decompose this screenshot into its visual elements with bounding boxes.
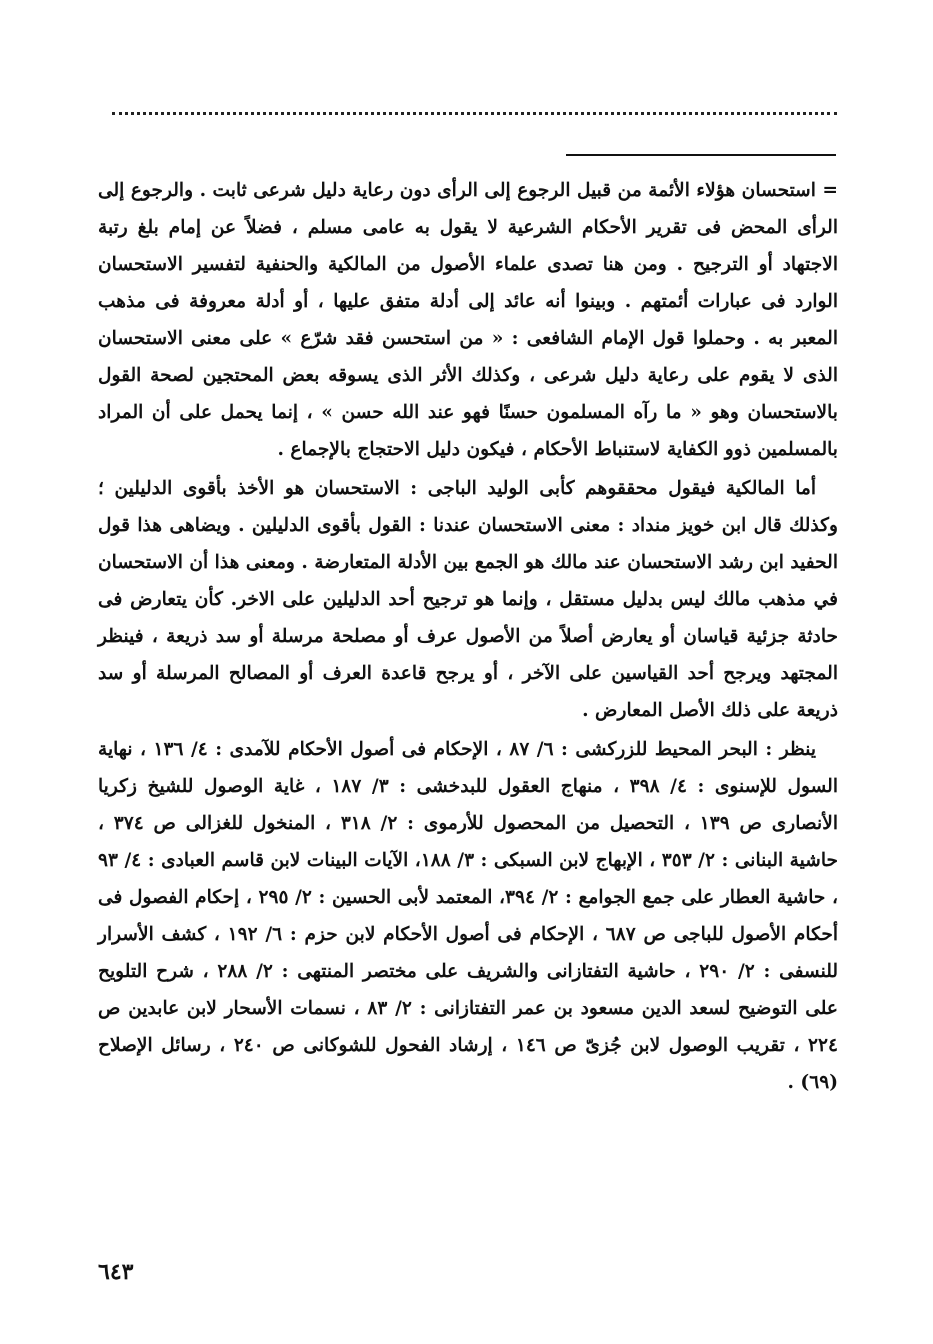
page-number: ٦٤٣ — [98, 1259, 134, 1285]
footnote-text — [98, 172, 838, 1101]
footnote-paragraph-2: أما المالكية فيقول محققوهم كأبى الوليد الباجى : الاستحسان هو الأخذ بأقوى الدليلين ؛ وكذلك قال ابن خويز منداد : معنى الاستحسان عندنا : القول بأقوى الدليلين . ويضاهى هذا قول الحفيد ابن رشد الاستحسان عند مالك هو الجمع بين الأدلة المتعارضة . ومعنى هذا أن الاستحسان في مذهب مالك ليس بدليل مستقل ، وإنما هو ترجيح أحد الدليلين على الاخر. كأن يتعارض فى حادثة جزئية قياسان أو يعارض أصلاً من الأصول عرف أو مصلحة مرسلة أو سد ذريعة ، فينظر المجتهد ويرجح أحد القياسين على الآخر ، أو يرجح قاعدة العرف أو المصالح المرسلة أو سد ذريعة على ذلك الأصل المعارض . — [98, 478, 838, 721]
footnote-paragraph-1: = استحسان هؤلاء الأئمة من قبيل الرجوع إلى الرأى دون رعاية دليل شرعى ثابت . والرجوع إلى الرأى المحض فى تقرير الأحكام الشرعية لا يقول به عامى مسلم ، فضلاً عن إمام بلغ رتبة الاجتهاد أو الترجيح . ومن هنا تصدى علماء الأصول من المالكية والحنفية لتفسير الاستحسان الوارد فى عبارات أئمتهم . وبينوا أنه عائد إلى أدلة متفق عليها ، أو أدلة معروفة فى مذهب المعبر به . وحملوا قول الإمام الشافعى : « من استحسن فقد شرّع » على معنى الاستحسان الذى لا يقوم على رعاية دليل شرعى ، وكذلك الأثر الذى يسوقه بعض المحتجين لصحة القول بالاستحسان وهو « ما رآه المسلمون حسنًا فهو عند الله حسن » ، إنما يحمل على أن المراد بالمسلمين ذوو الكفاية لاستنباط الأحكام ، فيكون دليل الاحتجاج بالإجماع . — [98, 180, 838, 460]
dotted-separator — [112, 112, 837, 115]
footnote-rule — [566, 154, 836, 156]
footnote-references: ينظر : البحر المحيط للزركشى : ٦/ ٨٧ ، الإحكام فى أصول الأحكام للآمدى : ٤/ ١٣٦ ، نهاية السول للإسنوى : ٤/ ٣٩٨ ، منهاج العقول للبدخشى : ٣/ ١٨٧ ، غاية الوصول للشيخ زكريا الأنصارى ص ١٣٩ ، التحصيل من المحصول للأرموى : ٢/ ٣١٨ ، المنخول للغزالى ص ٣٧٤ ، حاشية البنانى : ٢/ ٣٥٣ ، الإبهاج لابن السبكى : ٣/ ١٨٨، الآيات البينات لابن قاسم العبادى : ٤/ ٩٣ ، حاشية العطار على جمع الجوامع : ٢/ ٣٩٤، المعتمد لأبى الحسين : ٢/ ٢٩٥ ، إحكام الفصول فى أحكام الأصول للباجى ص ٦٨٧ ، الإحكام فى أصول الأحكام لابن حزم : ٦/ ١٩٢ ، كشف الأسرار للنسفى : ٢/ ٢٩٠ ، حاشية التفتازانى والشريف على مختصر المنتهى : ٢/ ٢٨٨ ، شرح التلويح على التوضيح لسعد الدين مسعود بن عمر التفتازانى : ٢/ ٨٣ ، نسمات الأسحار لابن عابدين ص ٢٢٤ ، تقريب الوصول لابن جُزىّ ص ١٤٦ ، إرشاد الفحول للشوكانى ص ٢٤٠ ، رسائل الإصلاح (٦٩) . — [98, 739, 839, 1093]
